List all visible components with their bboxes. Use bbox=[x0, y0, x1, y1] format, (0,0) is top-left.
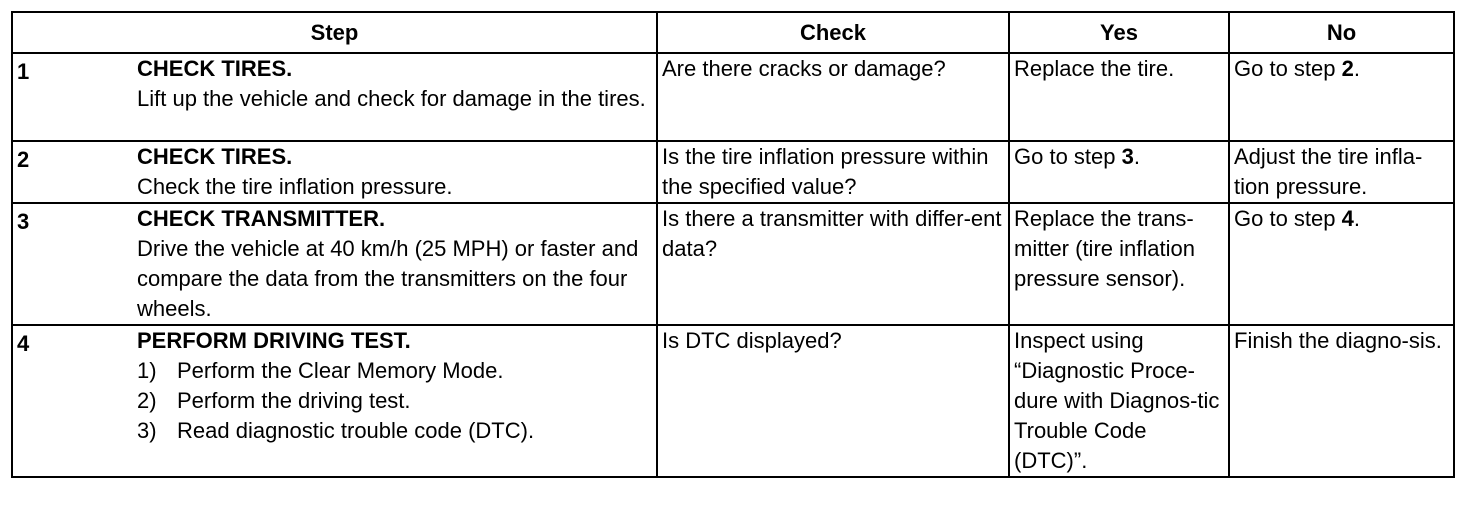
list-item bbox=[137, 416, 652, 446]
check-cell: Is the tire inflation pressure within the specified value? bbox=[657, 141, 1009, 203]
step-cell bbox=[12, 325, 657, 477]
step-cell bbox=[12, 141, 657, 203]
yes-suffix: . bbox=[1133, 144, 1140, 169]
diagnostic-table-container bbox=[11, 11, 1453, 478]
no-suffix: . bbox=[1353, 56, 1360, 81]
diagnostic-table bbox=[11, 11, 1455, 478]
substep-index: 2) bbox=[137, 388, 157, 413]
step-title: CHECK TIRES. bbox=[137, 144, 293, 169]
substep-text: Perform the driving test. bbox=[177, 388, 411, 413]
no-cell: Adjust the tire infla-tion pressure. bbox=[1229, 141, 1454, 203]
step-number: 1 bbox=[17, 59, 30, 84]
substep-index: 1) bbox=[137, 358, 157, 383]
no-cell: Finish the diagno-sis. bbox=[1229, 325, 1454, 477]
yes-text: Go to step bbox=[1014, 144, 1122, 169]
step-reference: 2 bbox=[1341, 56, 1354, 81]
header-check: Check bbox=[657, 12, 1009, 53]
header-no: No bbox=[1229, 12, 1454, 53]
table-row bbox=[12, 325, 1454, 477]
no-text: Go to step bbox=[1234, 206, 1342, 231]
check-cell: Is there a transmitter with differ-ent data? bbox=[657, 203, 1009, 325]
substep-index: 3) bbox=[137, 418, 157, 443]
step-title: CHECK TRANSMITTER. bbox=[137, 206, 386, 231]
step-title: CHECK TIRES. bbox=[137, 56, 293, 81]
yes-cell: Replace the tire. bbox=[1009, 53, 1229, 141]
step-cell bbox=[12, 203, 657, 325]
step-cell bbox=[12, 53, 657, 141]
yes-cell: Inspect using “Diagnostic Proce-dure with Diagnos-tic Trouble Code (DTC)”. bbox=[1009, 325, 1229, 477]
no-text: Go to step bbox=[1234, 56, 1342, 81]
check-cell: Is DTC displayed? bbox=[657, 325, 1009, 477]
substep-text: Perform the Clear Memory Mode. bbox=[177, 358, 504, 383]
step-reference: 4 bbox=[1341, 206, 1354, 231]
step-number: 4 bbox=[17, 331, 30, 356]
table-row bbox=[12, 53, 1454, 141]
header-step: Step bbox=[12, 12, 657, 53]
header-yes: Yes bbox=[1009, 12, 1229, 53]
step-number: 3 bbox=[17, 209, 30, 234]
step-description: Check the tire inflation pressure. bbox=[137, 174, 453, 199]
substep-text: Read diagnostic trouble code (DTC). bbox=[177, 418, 535, 443]
table-row bbox=[12, 203, 1454, 325]
no-suffix: . bbox=[1353, 206, 1360, 231]
step-description: Drive the vehicle at 40 km/h (25 MPH) or faster and compare the data from the transmitters on the four wheels. bbox=[137, 236, 639, 321]
check-cell: Are there cracks or damage? bbox=[657, 53, 1009, 141]
header-row bbox=[12, 12, 1454, 53]
no-cell bbox=[1229, 203, 1454, 325]
no-cell bbox=[1229, 53, 1454, 141]
step-title: PERFORM DRIVING TEST. bbox=[137, 328, 411, 353]
list-item bbox=[137, 386, 652, 416]
step-reference: 3 bbox=[1121, 144, 1134, 169]
step-number: 2 bbox=[17, 147, 30, 172]
yes-cell bbox=[1009, 141, 1229, 203]
substep-list bbox=[137, 356, 652, 446]
step-description: Lift up the vehicle and check for damage in the tires. bbox=[137, 86, 646, 111]
table-row bbox=[12, 141, 1454, 203]
list-item bbox=[137, 356, 652, 386]
yes-cell: Replace the trans-mitter (tire inflation pressure sensor). bbox=[1009, 203, 1229, 325]
